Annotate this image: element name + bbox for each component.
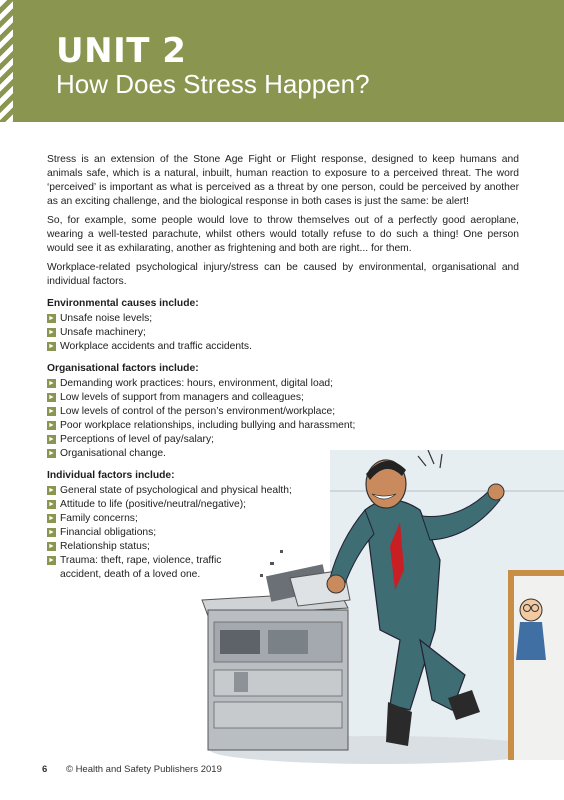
organisational-heading: Organisational factors include: (47, 363, 199, 374)
list-item: ► Perceptions of level of pay/salary; (48, 434, 214, 445)
list-item: ► General state of psychological and physical health; (48, 485, 292, 496)
bullet-arrow-icon: ► (48, 315, 55, 322)
bullet-arrow-icon: ► (48, 487, 55, 494)
bullet-arrow-icon: ► (48, 380, 55, 387)
list-item: ► Organisational change. (48, 448, 166, 459)
bullet-arrow-icon: ► (48, 515, 55, 522)
angry-man-kicking-photocopier-illustration (190, 450, 564, 764)
bullet-arrow-icon: ► (48, 450, 55, 457)
list-item: ► Poor workplace relationships, including bullying and harassment; (48, 420, 356, 431)
bullet-arrow-icon: ► (48, 436, 55, 443)
list-item: ► Workplace accidents and traffic accidents. (48, 341, 252, 352)
list-item: ► Low levels of support from managers and colleagues; (48, 392, 304, 403)
list-item: ► Low levels of control of the person’s environment/workplace; (48, 406, 336, 417)
list-item: ► Family concerns; (48, 513, 138, 524)
environmental-list (47, 312, 519, 354)
intro-paragraph: Stress is an extension of the Stone Age Fight or Flight response, designed to keep humans and animals safe, which is a natural, inbuilt, human reaction to exposure to a perceived threat. The word ‘perceived’ is important as what is perceived as a threat by one person, could be perceived by another as an exciting challenge, and the biological response in both cases is just the same: be alert! (47, 154, 519, 207)
bullet-arrow-icon: ► (48, 529, 55, 536)
header-stripes (0, 0, 13, 122)
environmental-heading: Environmental causes include: (47, 298, 199, 309)
list-item: ► Attitude to life (positive/neutral/negative); (48, 499, 247, 510)
bullet-arrow-icon: ► (48, 557, 55, 564)
individual-heading: Individual factors include: (47, 470, 175, 481)
page-number: 6 (42, 764, 48, 775)
list-item: ► Unsafe noise levels; (48, 313, 153, 324)
list-item: ► Demanding work practices: hours, environment, digital load; (48, 378, 334, 389)
list-item: ► Relationship status; (48, 541, 150, 552)
example-paragraph: So, for example, some people would love to throw themselves out of a perfectly good aeroplane, wearing a well-tested parachute, whilst others would totally refuse to do such a thing! One person would see it as exhilarating, another as frightening and both are right... for them. (47, 215, 519, 254)
list-item: ► Financial obligations; (48, 527, 157, 538)
unit-number: UNIT 2 (56, 31, 187, 71)
page-footer (42, 764, 222, 775)
photocopier-icon (202, 564, 350, 750)
copyright-text: © Health and Safety Publishers 2019 (65, 764, 222, 775)
bullet-arrow-icon: ► (48, 543, 55, 550)
bullet-arrow-icon: ► (48, 408, 55, 415)
unit-title: How Does Stress Happen? (56, 69, 370, 99)
bullet-arrow-icon: ► (48, 394, 55, 401)
organisational-list (47, 377, 519, 461)
bullet-arrow-icon: ► (48, 343, 55, 350)
bullet-arrow-icon: ► (48, 501, 55, 508)
list-item: ► Trauma: theft, rape, violence, traffic accident, death of a loved one. (48, 555, 222, 580)
peeking-colleague-icon (516, 599, 546, 660)
bullet-arrow-icon: ► (48, 329, 55, 336)
list-item: ► Unsafe machinery; (48, 327, 146, 338)
unit-header-banner (0, 0, 564, 122)
causes-paragraph: Workplace-related psychological injury/stress can be caused by environmental, organisational and individual factors. (47, 262, 519, 287)
bullet-arrow-icon: ► (48, 422, 55, 429)
